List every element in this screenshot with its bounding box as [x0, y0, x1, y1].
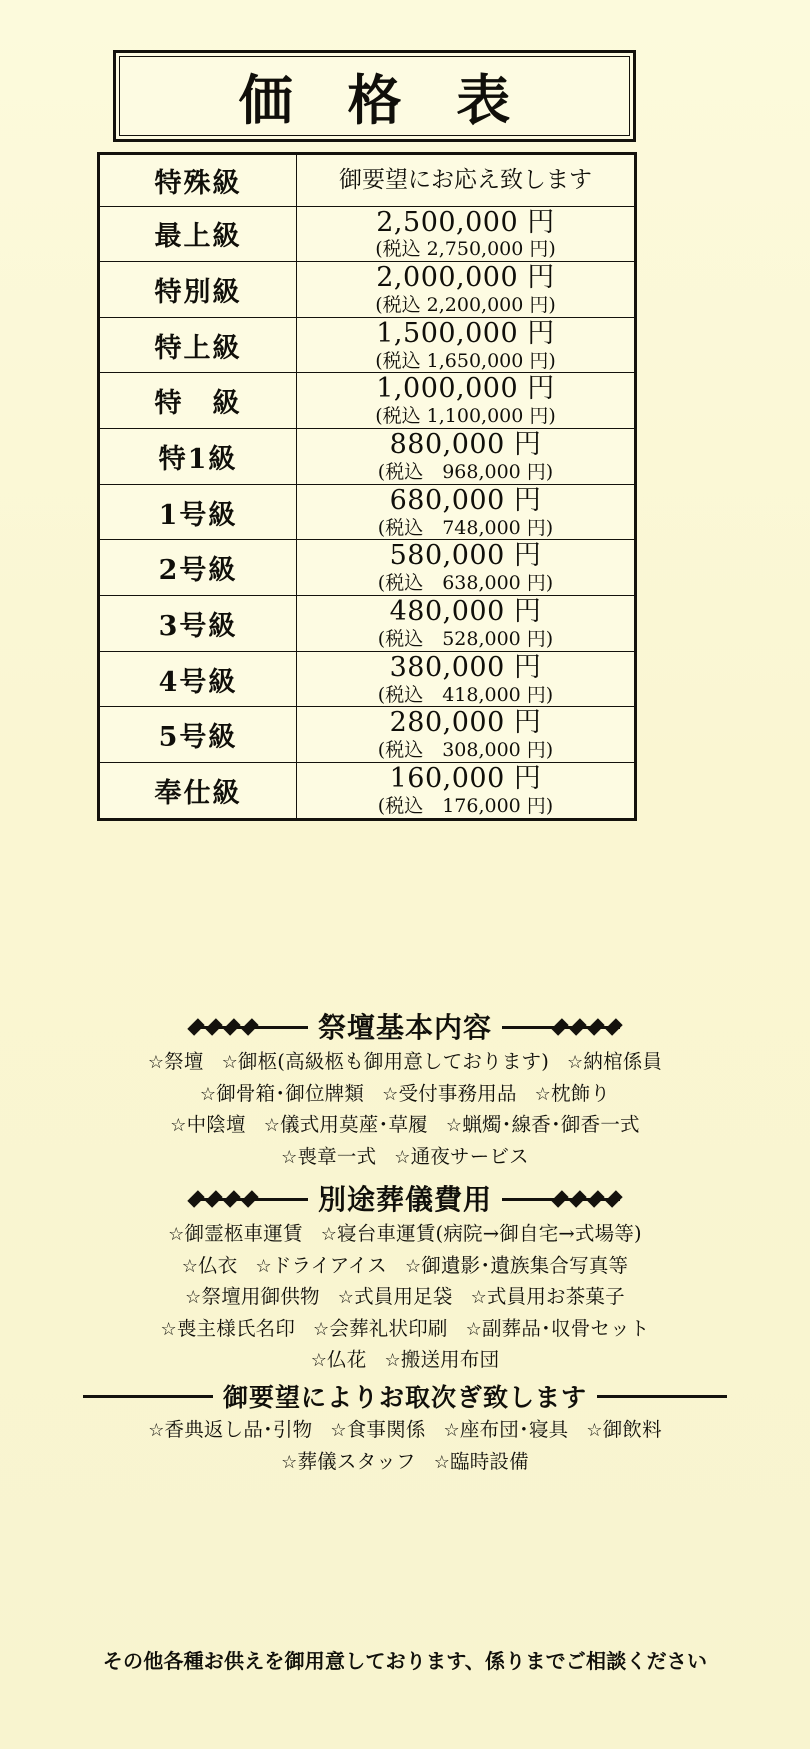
- list-item: [434, 1446, 529, 1478]
- grade-cell: 奉仕級: [99, 763, 297, 820]
- grade-cell: 1号級: [99, 484, 297, 540]
- section-item-list: [0, 1414, 810, 1477]
- price-cell: [297, 373, 636, 429]
- list-item: [330, 1414, 425, 1446]
- grade-cell: 特1級: [99, 429, 297, 485]
- rule-left-icon: [83, 1395, 213, 1398]
- list-item-label: 祭壇用御供物: [201, 1285, 320, 1309]
- table-row: [99, 154, 636, 207]
- page-title-frame: [113, 50, 636, 142]
- table-row: [99, 540, 636, 596]
- grade-cell: 3号級: [99, 596, 297, 652]
- table-row: [99, 707, 636, 763]
- price-amount: 880,000 円: [389, 429, 542, 461]
- price-amount: 1,000,000 円: [376, 373, 555, 405]
- price-cell: [297, 596, 636, 652]
- star-icon: ☆: [160, 1318, 177, 1340]
- star-icon: ☆: [281, 1451, 298, 1473]
- star-icon: ☆: [320, 1224, 338, 1245]
- list-item-label: 受付事務用品: [398, 1081, 517, 1105]
- list-item: [384, 1344, 499, 1376]
- star-icon: ☆: [168, 1224, 185, 1245]
- list-item-label: 御遺影･遺族集合写真等: [421, 1253, 629, 1277]
- table-row: [99, 317, 636, 373]
- price-amount: 280,000 円: [389, 707, 542, 739]
- item-line: [0, 1414, 810, 1446]
- list-item-label: 通夜サービス: [410, 1144, 529, 1168]
- table-row: [99, 373, 636, 429]
- list-item: [148, 1414, 312, 1446]
- price-amount: 2,000,000 円: [376, 262, 555, 294]
- item-line: [0, 1281, 810, 1313]
- star-icon: ☆: [330, 1420, 347, 1441]
- price-cell: [297, 154, 636, 207]
- star-icon: ☆: [281, 1146, 298, 1168]
- list-item-label: ドライアイス: [271, 1253, 387, 1277]
- item-line: [0, 1218, 810, 1250]
- list-item-label: 御柩(高級柩も御用意しております): [237, 1050, 550, 1073]
- item-line: [0, 1313, 810, 1345]
- item-line: [0, 1078, 810, 1110]
- star-icon: ☆: [382, 1083, 399, 1105]
- list-item: [446, 1109, 640, 1141]
- list-item-label: 枕飾り: [550, 1081, 611, 1105]
- list-item: [168, 1218, 303, 1250]
- price-tax-included: (税込 2,750,000 円): [375, 238, 556, 261]
- grade-cell: 2号級: [99, 540, 297, 596]
- list-item-label: 蝋燭･線香･御香一式: [462, 1113, 640, 1137]
- star-icon: ☆: [310, 1350, 328, 1372]
- list-item-label: 搬送用布団: [400, 1348, 500, 1372]
- section-heading-row: [0, 1378, 810, 1414]
- price-tax-included: (税込 176,000 円): [377, 794, 554, 817]
- star-icon: ☆: [255, 1255, 272, 1277]
- grade-cell: 最上級: [99, 206, 297, 262]
- list-item: [182, 1250, 238, 1282]
- list-item: [185, 1281, 320, 1313]
- list-item-label: 御骨箱･御位牌類: [216, 1081, 365, 1105]
- item-line: [0, 1109, 810, 1141]
- item-line: [0, 1446, 810, 1478]
- list-item-label: 仏衣: [198, 1253, 238, 1277]
- list-item: [338, 1281, 453, 1313]
- list-item: [535, 1078, 610, 1110]
- price-cell: [297, 429, 636, 485]
- price-cell: [297, 317, 636, 373]
- page-title-inner-frame: [119, 56, 630, 136]
- price-cell: [297, 484, 636, 540]
- grade-cell: 特 級: [99, 373, 297, 429]
- list-item: [313, 1313, 448, 1345]
- table-row: [99, 429, 636, 485]
- price-tax-included: (税込 418,000 円): [377, 683, 554, 706]
- price-tax-included: (税込 748,000 円): [377, 516, 554, 539]
- price-cell: [297, 262, 636, 318]
- list-item: [311, 1344, 367, 1376]
- star-icon: ☆: [433, 1451, 451, 1473]
- list-item-label: 喪章一式: [297, 1144, 377, 1168]
- star-icon: ☆: [465, 1318, 482, 1340]
- star-icon: ☆: [170, 1115, 187, 1137]
- price-cell: [297, 206, 636, 262]
- star-icon: ☆: [586, 1420, 603, 1441]
- footer-note: その他各種お供えを御用意しております、係りまでご相談ください: [102, 1649, 708, 1673]
- section-altar-basics: [0, 1006, 810, 1172]
- diamond-rule-right-icon: [502, 1021, 620, 1031]
- price-tax-included: (税込 528,000 円): [377, 627, 554, 650]
- list-item-label: 香典返し品･引物: [164, 1418, 313, 1441]
- price-note: 御要望にお応え致します: [339, 167, 592, 193]
- item-line: [0, 1046, 810, 1078]
- list-item: [471, 1281, 625, 1313]
- list-item: [170, 1109, 245, 1141]
- price-cell: [297, 651, 636, 707]
- item-line: [0, 1141, 810, 1173]
- section-heading-row: [0, 1178, 810, 1218]
- list-item-label: 祭壇: [164, 1050, 204, 1073]
- list-item-label: 仏花: [327, 1348, 367, 1372]
- star-icon: ☆: [221, 1052, 238, 1073]
- star-icon: ☆: [470, 1287, 487, 1309]
- section-item-list: [0, 1046, 810, 1172]
- table-row: [99, 651, 636, 707]
- star-icon: ☆: [185, 1287, 202, 1309]
- price-cell: [297, 540, 636, 596]
- list-item: [321, 1218, 642, 1250]
- price-amount: 680,000 円: [389, 484, 542, 516]
- table-row: [99, 484, 636, 540]
- star-icon: ☆: [394, 1146, 411, 1168]
- price-tax-included: (税込 1,650,000 円): [375, 349, 556, 372]
- list-item-label: 式員用お茶菓子: [486, 1285, 625, 1309]
- list-item: [281, 1446, 416, 1478]
- list-item: [161, 1313, 296, 1345]
- star-icon: ☆: [404, 1255, 422, 1277]
- list-item-label: 儀式用莫蓙･草履: [280, 1113, 428, 1137]
- item-line: [0, 1250, 810, 1282]
- price-amount: 1,500,000 円: [376, 317, 555, 349]
- table-row: [99, 596, 636, 652]
- list-item: [567, 1046, 662, 1078]
- item-line: [0, 1344, 810, 1376]
- table-row: [99, 763, 636, 820]
- list-item-label: 寝台車運賃(病院→御自宅→式場等): [337, 1222, 642, 1245]
- grade-cell: 特別級: [99, 262, 297, 318]
- list-item-label: 御飲料: [602, 1418, 662, 1441]
- list-item: [394, 1141, 529, 1173]
- price-amount: 380,000 円: [389, 651, 542, 683]
- price-amount: 160,000 円: [389, 763, 542, 795]
- price-tax-included: (税込 1,100,000 円): [375, 405, 556, 428]
- price-cell: [297, 763, 636, 820]
- star-icon: ☆: [337, 1287, 355, 1309]
- price-amount: 480,000 円: [389, 596, 542, 628]
- grade-cell: 特上級: [99, 317, 297, 373]
- section-title: 祭壇基本内容: [317, 1011, 492, 1044]
- rule-right-icon: [597, 1395, 727, 1398]
- grade-cell: 5号級: [99, 707, 297, 763]
- list-item-label: 御霊柩車運賃: [184, 1222, 303, 1245]
- section-title: 御要望によりお取次ぎ致します: [222, 1383, 587, 1412]
- list-item: [222, 1046, 549, 1078]
- price-tax-included: (税込 968,000 円): [377, 460, 554, 483]
- section-title: 別途葬儀費用: [317, 1183, 492, 1216]
- list-item-label: 臨時設備: [450, 1449, 529, 1473]
- star-icon: ☆: [534, 1083, 551, 1105]
- star-icon: ☆: [181, 1255, 199, 1277]
- star-icon: ☆: [445, 1115, 463, 1137]
- star-icon: ☆: [443, 1420, 460, 1441]
- star-icon: ☆: [313, 1318, 330, 1340]
- list-item-label: 喪主様氏名印: [176, 1316, 296, 1340]
- list-item-label: 副葬品･収骨セット: [481, 1316, 650, 1340]
- price-tax-included: (税込 2,200,000 円): [375, 294, 556, 317]
- list-item-label: 食事関係: [346, 1418, 426, 1441]
- price-cell: [297, 707, 636, 763]
- section-extra-fees: [0, 1178, 810, 1376]
- star-icon: ☆: [384, 1350, 401, 1372]
- list-item: [444, 1414, 569, 1446]
- price-table: [97, 152, 637, 821]
- price-amount: 2,500,000 円: [376, 206, 555, 238]
- star-icon: ☆: [147, 1052, 165, 1073]
- diamond-rule-right-icon: [502, 1193, 620, 1203]
- star-icon: ☆: [567, 1052, 584, 1073]
- star-icon: ☆: [199, 1083, 217, 1105]
- list-item: [148, 1046, 204, 1078]
- grade-cell: 4号級: [99, 651, 297, 707]
- list-item: [466, 1313, 650, 1345]
- page-title: 価 格 表: [238, 67, 529, 132]
- list-item-label: 式員用足袋: [354, 1285, 453, 1309]
- list-item-label: 会葬礼状印刷: [329, 1316, 448, 1340]
- price-tax-included: (税込 308,000 円): [377, 739, 554, 762]
- list-item: [586, 1414, 661, 1446]
- list-item: [382, 1078, 517, 1110]
- list-item: [405, 1250, 628, 1282]
- diamond-rule-left-icon: [190, 1193, 308, 1203]
- table-row: [99, 206, 636, 262]
- price-tax-included: (税込 638,000 円): [377, 572, 554, 595]
- grade-cell: 特殊級: [99, 154, 297, 207]
- list-item: [256, 1250, 387, 1282]
- list-item: [264, 1109, 428, 1141]
- star-icon: ☆: [148, 1420, 165, 1441]
- list-item-label: 座布団･寝具: [459, 1418, 569, 1441]
- section-item-list: [0, 1218, 810, 1376]
- table-row: [99, 262, 636, 318]
- price-amount: 580,000 円: [389, 540, 542, 572]
- star-icon: ☆: [263, 1115, 281, 1137]
- section-heading-row: [0, 1006, 810, 1046]
- list-item-label: 納棺係員: [583, 1050, 663, 1073]
- list-item-label: 中陰壇: [186, 1113, 246, 1137]
- section-on-request: [0, 1378, 810, 1477]
- list-item: [281, 1141, 376, 1173]
- list-item: [200, 1078, 364, 1110]
- list-item-label: 葬儀スタッフ: [297, 1449, 416, 1473]
- diamond-rule-left-icon: [190, 1021, 308, 1031]
